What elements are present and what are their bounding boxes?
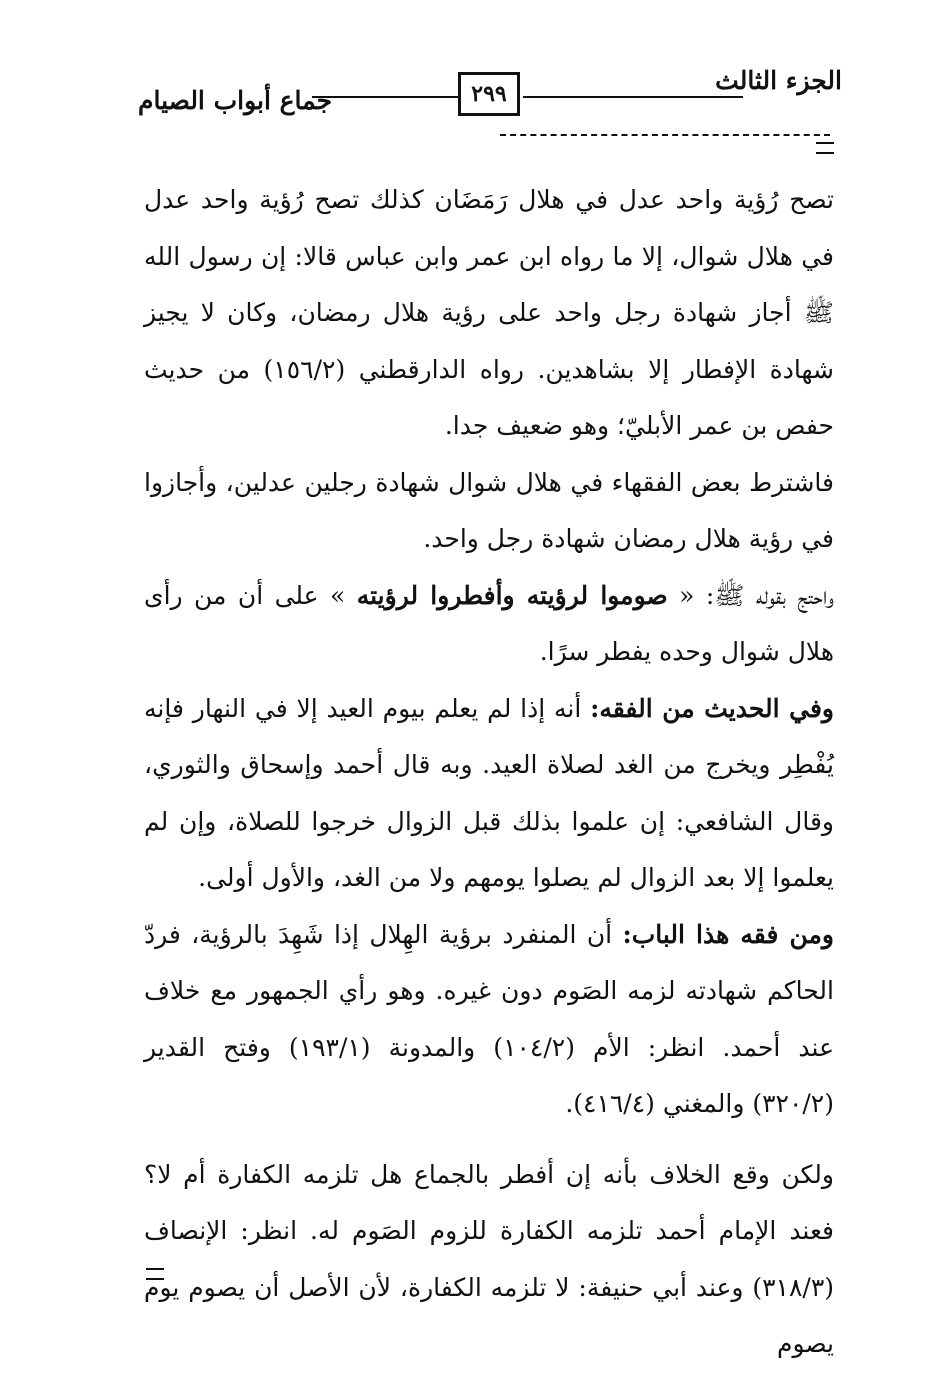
paragraph-5 — [144, 907, 834, 1133]
paragraph-6: ولكن وقع الخلاف بأنه إن أفطر بالجماع هل تلزمه الكفارة أم لا؟ فعند الإمام أحمد تلزمه الكفارة للزوم الصَوم له. انظر: الإنصاف (٣١٨/٣) وعند أبي حنيفة: لا تلزمه الكفارة، لأن الأصل أن يصوم يوم يصوم — [144, 1159, 835, 1358]
header-rule-left — [312, 96, 460, 98]
paragraph-4 — [144, 681, 834, 907]
paragraph-2: فاشترط بعض الفقهاء في هلال شوال شهادة رجلين عدلين، وأجازوا في رؤية هلال رمضان شهادة رجل واحد. — [144, 467, 834, 553]
header-rule-right — [523, 96, 743, 98]
page-body — [144, 172, 834, 1373]
chapter-title: جماع أبواب الصيام — [138, 86, 333, 115]
paragraph-4-heading: وفي الحديث من الفقه: — [590, 693, 834, 723]
paragraph-4-text: أنه إذا لم يعلم بيوم العيد إلا في النهار فإنه يُفْطِر ويخرج من الغد لصلاة العيد. وبه قال أحمد وإسحاق والثوري، وقال الشافعي: إن علموا بذلك قبل الزوال خرجوا للصلاة، وإن لم يعلموا إلا بعد الزوال لم يصلوا يومهم ولا من الغد، والأول أولى. — [144, 693, 834, 892]
paragraph-3-tail: » على أن من رأى هلال شوال وحده يفطر سرًا. — [144, 580, 834, 666]
paragraph-5-text: أن المنفرد برؤية الهِلال إذا شَهِدَ بالرؤية، فردّ الحاكم شهادته لزمه الصَوم دون غيره. وهو رأي الجمهور مع خلاف عند أحمد. انظر: الأم (١٠٤/٢) والمدونة (١٩٣/١) وفتح القدير (٣٢٠/٢) والمغني (٤١٦/٤). — [144, 919, 834, 1118]
page-number: ٢٩٩ — [458, 72, 520, 116]
paragraph-1: تصح رُؤية واحد عدل في هلال رَمَضَان كذلك تصح رُؤية واحد عدل في هلال شوال، إلا ما رواه ابن عمر وابن عباس قالا: إن رسول الله ﷺ أجاز شهادة رجل واحد على رؤية هلال رمضان، وكان لا يجيز شهادة الإفطار إلا بشاهدين. رواه الدارقطني (١٥٦/٢) من حديث حفص بن عمر الأبليّ؛ وهو ضعيف جدا. — [144, 185, 834, 440]
volume-title: الجزء الثالث — [715, 66, 842, 95]
paragraph-5-heading: ومن فقه هذا الباب: — [622, 919, 834, 949]
paragraph-3 — [144, 568, 834, 681]
paragraph-spacer — [144, 1133, 834, 1147]
header-dashed-divider — [500, 134, 830, 136]
bottom-equals-mark — [146, 1268, 164, 1280]
top-equals-mark — [816, 142, 834, 154]
paragraph-3-lead: واحتج بقوله ﷺ: « — [667, 580, 834, 610]
hadith-quote: صوموا لرؤيته وأفطروا لرؤيته — [356, 580, 668, 610]
